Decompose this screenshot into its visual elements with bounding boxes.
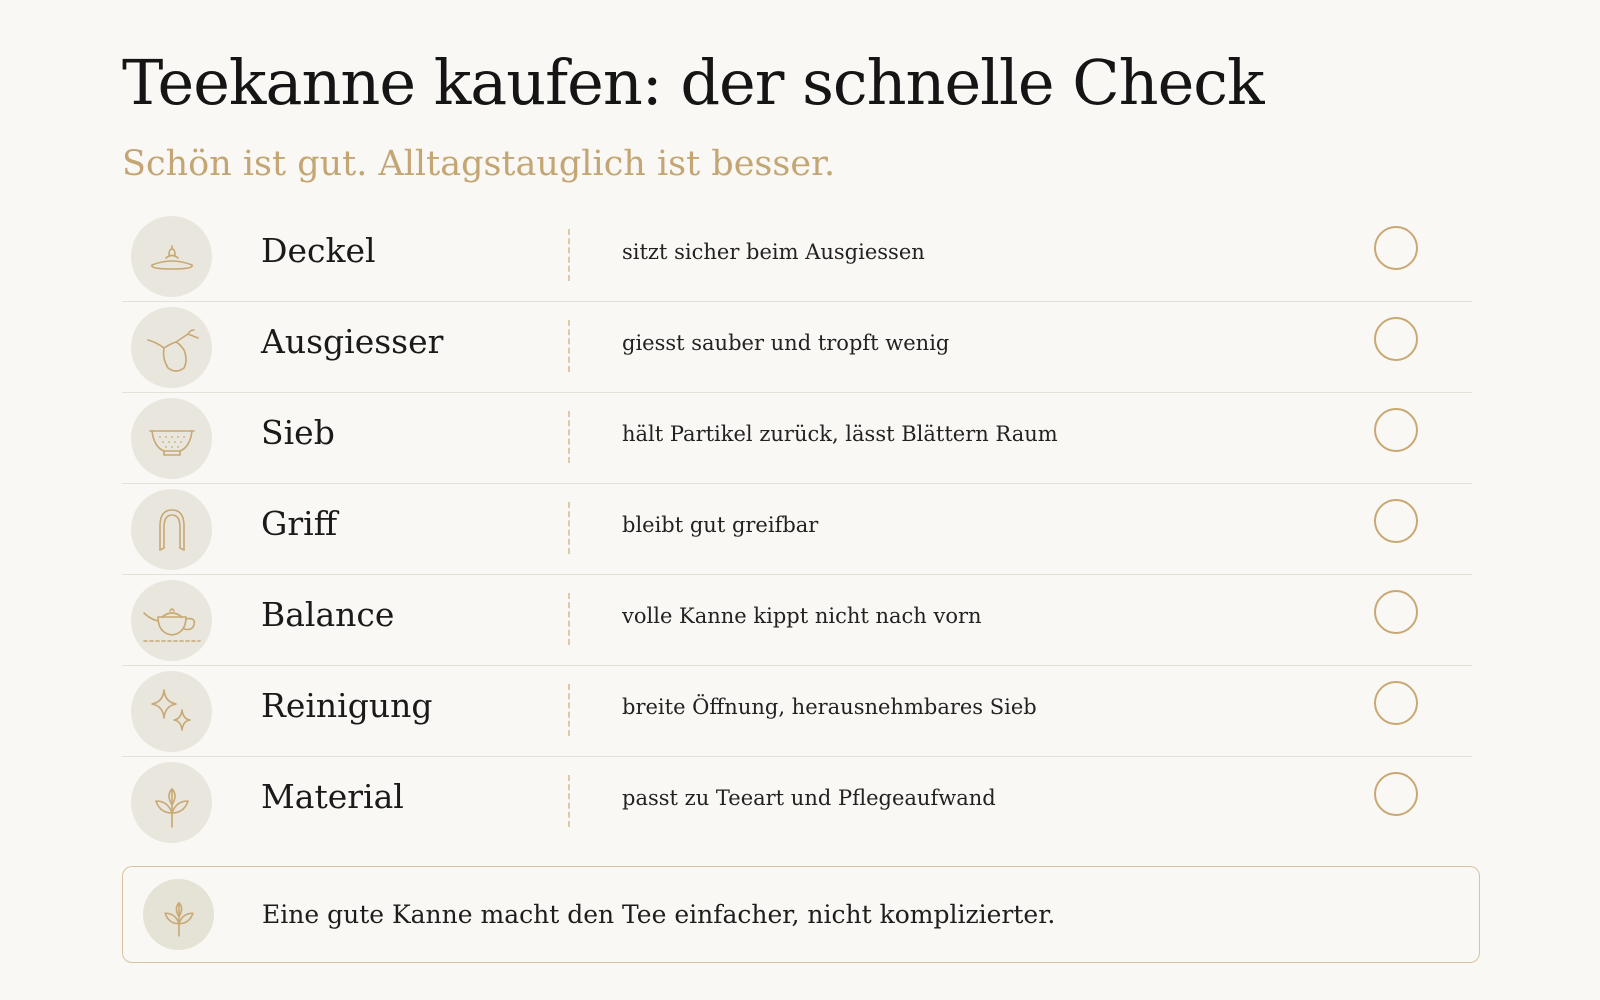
spout-icon: [131, 307, 212, 388]
checklist-row-sieb: [122, 393, 1472, 484]
row-description: bleibt gut greifbar: [622, 513, 819, 537]
checkbox-balance[interactable]: [1374, 590, 1418, 634]
row-label: Reinigung: [261, 686, 433, 725]
row-divider: [568, 593, 570, 645]
footer-text: Eine gute Kanne macht den Tee einfacher, nicht komplizierter.: [262, 900, 1056, 929]
row-description: giesst sauber und tropft wenig: [622, 331, 950, 355]
checkbox-ausgiesser[interactable]: [1374, 317, 1418, 361]
row-label: Deckel: [261, 231, 376, 270]
row-label: Balance: [261, 595, 395, 634]
footer-note: [122, 866, 1480, 963]
row-divider: [568, 684, 570, 736]
row-label: Griff: [261, 504, 338, 543]
checkbox-reinigung[interactable]: [1374, 681, 1418, 725]
strainer-icon: [131, 398, 212, 479]
teapot-icon: [131, 580, 212, 661]
checkbox-sieb[interactable]: [1374, 408, 1418, 452]
row-description: hält Partikel zurück, lässt Blättern Raum: [622, 422, 1058, 446]
checklist-row-ausgiesser: [122, 302, 1472, 393]
row-divider: [568, 775, 570, 827]
checkbox-griff[interactable]: [1374, 499, 1418, 543]
checkbox-material[interactable]: [1374, 772, 1418, 816]
row-description: volle Kanne kippt nicht nach vorn: [622, 604, 982, 628]
checklist: [122, 211, 1472, 848]
sparkle-icon: [131, 671, 212, 752]
row-description: sitzt sicher beim Ausgiessen: [622, 240, 925, 264]
checklist-row-griff: [122, 484, 1472, 575]
checklist-row-reinigung: [122, 666, 1472, 757]
row-label: Ausgiesser: [261, 322, 444, 361]
row-description: breite Öffnung, herausnehmbares Sieb: [622, 695, 1037, 719]
row-divider: [568, 411, 570, 463]
leaf-icon: [131, 762, 212, 843]
row-divider: [568, 229, 570, 281]
page-title: Teekanne kaufen: der schnelle Check: [122, 46, 1264, 119]
row-divider: [568, 320, 570, 372]
row-label: Sieb: [261, 413, 335, 452]
row-label: Material: [261, 777, 404, 816]
checklist-row-material: [122, 757, 1472, 848]
row-divider: [568, 502, 570, 554]
handle-icon: [131, 489, 212, 570]
row-description: passt zu Teeart und Pflegeaufwand: [622, 786, 996, 810]
page-subtitle: Schön ist gut. Alltagstauglich ist besser.: [122, 144, 836, 184]
lid-icon: [131, 216, 212, 297]
checkbox-deckel[interactable]: [1374, 226, 1418, 270]
leaf-icon: [143, 879, 214, 950]
checklist-row-deckel: [122, 211, 1472, 302]
checklist-page: [122, 0, 1480, 1000]
checklist-row-balance: [122, 575, 1472, 666]
